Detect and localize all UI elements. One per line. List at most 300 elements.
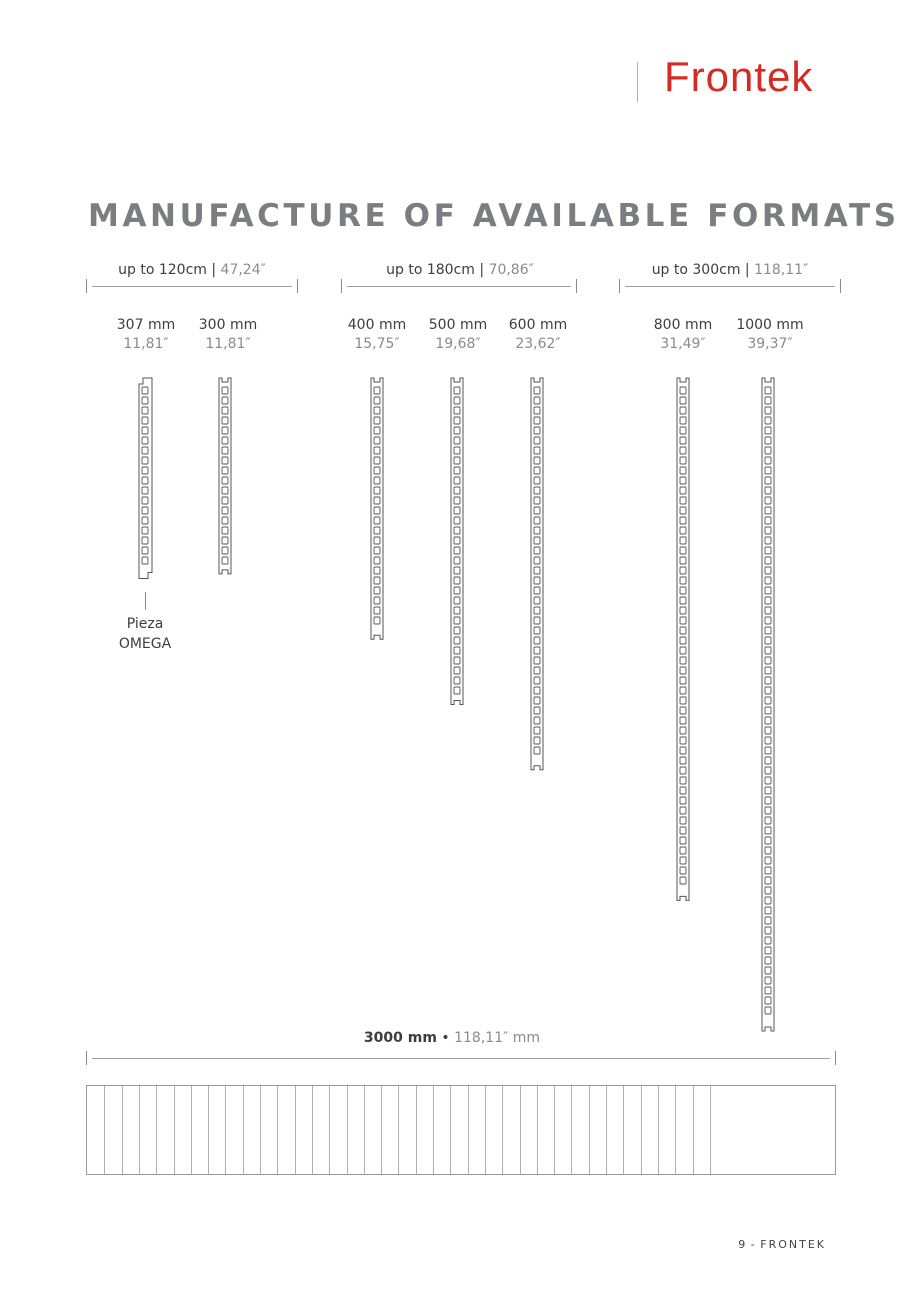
slat-slot xyxy=(765,727,771,734)
slat-slot xyxy=(765,707,771,714)
slat-slot xyxy=(374,577,380,584)
panel-slat-line xyxy=(104,1086,105,1174)
slat-slot xyxy=(765,557,771,564)
slat-slot xyxy=(534,517,540,524)
slat-slot xyxy=(765,667,771,674)
slat-slot xyxy=(680,477,686,484)
slat-slot xyxy=(534,687,540,694)
slat-slot xyxy=(680,797,686,804)
slat-slot xyxy=(680,547,686,554)
slat-slot xyxy=(765,447,771,454)
group-label-text: up to 180cm xyxy=(386,262,475,278)
slat-slot xyxy=(765,457,771,464)
slat-slot xyxy=(534,397,540,404)
slat-slot xyxy=(534,437,540,444)
slat-slot xyxy=(765,697,771,704)
slat-slot xyxy=(454,437,460,444)
slat-slot xyxy=(142,397,148,404)
slat-slot xyxy=(680,437,686,444)
slat-slot xyxy=(222,547,228,554)
panel-slat-line xyxy=(468,1086,469,1174)
panel-slat-line xyxy=(416,1086,417,1174)
total-mm: 3000 mm xyxy=(363,1030,437,1046)
slat-slot xyxy=(374,557,380,564)
slat-slot xyxy=(454,397,460,404)
format-mm: 307 mm xyxy=(116,317,176,333)
slat-slot xyxy=(222,477,228,484)
slat-slot xyxy=(765,527,771,534)
slat-slot xyxy=(222,447,228,454)
slat-profile xyxy=(677,378,689,900)
slat-slot xyxy=(534,537,540,544)
slat-slot xyxy=(534,627,540,634)
panel-slat-line xyxy=(156,1086,157,1174)
panel-slat-line xyxy=(208,1086,209,1174)
frontek-logo: Frontek xyxy=(664,53,814,100)
slat-slot xyxy=(454,507,460,514)
slat-slot xyxy=(454,567,460,574)
format-mm: 500 mm xyxy=(428,317,488,333)
slat-slot xyxy=(534,657,540,664)
slat-slot xyxy=(765,567,771,574)
slat-slot xyxy=(222,517,228,524)
logo-divider xyxy=(637,62,638,102)
slat-slot xyxy=(765,577,771,584)
slat-slot xyxy=(765,797,771,804)
slat-slot xyxy=(680,717,686,724)
total-separator: • xyxy=(436,1030,455,1046)
panel-slat-line xyxy=(225,1086,226,1174)
slat-slot xyxy=(765,687,771,694)
slat-slot xyxy=(454,657,460,664)
slat-slot xyxy=(680,847,686,854)
slat-profile xyxy=(762,378,774,1031)
page-number: 9 xyxy=(738,1238,747,1251)
slat-slot xyxy=(454,517,460,524)
slat-slot xyxy=(454,587,460,594)
slat-slot xyxy=(534,587,540,594)
panel-slat-line xyxy=(554,1086,555,1174)
panel-slat-line xyxy=(502,1086,503,1174)
slat-slot xyxy=(534,487,540,494)
panel-slat-line xyxy=(485,1086,486,1174)
slat-slot xyxy=(454,547,460,554)
slat-slot xyxy=(680,697,686,704)
slat-slot xyxy=(765,867,771,874)
slat-slot xyxy=(534,577,540,584)
slat-slot xyxy=(765,927,771,934)
panel-slat-line xyxy=(174,1086,175,1174)
slat-slot xyxy=(374,527,380,534)
slat-slot xyxy=(765,767,771,774)
slat-slot xyxy=(142,537,148,544)
slat-slot xyxy=(142,417,148,424)
format-600 xyxy=(509,316,567,354)
total-length-label xyxy=(364,1030,540,1046)
slat-slot xyxy=(142,457,148,464)
slat-slot xyxy=(680,607,686,614)
slat-slot xyxy=(534,427,540,434)
slat-slot xyxy=(765,607,771,614)
slat-slot xyxy=(765,827,771,834)
slat-slot xyxy=(374,437,380,444)
slat-slot xyxy=(765,587,771,594)
slat-slot xyxy=(765,977,771,984)
slat-slot xyxy=(454,467,460,474)
slat-profile xyxy=(531,378,543,770)
slat-slot xyxy=(765,817,771,824)
slat-slot xyxy=(454,557,460,564)
panel-slat-line xyxy=(589,1086,590,1174)
slat-slot xyxy=(534,387,540,394)
group-label-inch: 118,11″ xyxy=(754,262,809,278)
format-inch: 19,68″ xyxy=(435,336,481,352)
slat-slot xyxy=(680,857,686,864)
slat-slot xyxy=(454,617,460,624)
slat-slot xyxy=(142,557,148,564)
slat-slot xyxy=(454,647,460,654)
format-300 xyxy=(199,316,257,354)
slat-slot xyxy=(680,837,686,844)
slat-slot xyxy=(142,387,148,394)
slat-slot xyxy=(454,497,460,504)
slat-slot xyxy=(222,487,228,494)
slat-slot xyxy=(765,427,771,434)
group-label-inch: 70,86″ xyxy=(488,262,534,278)
slat-slot xyxy=(374,447,380,454)
slat-slot xyxy=(680,507,686,514)
panel-slat-line xyxy=(623,1086,624,1174)
slat-slot xyxy=(765,437,771,444)
slat-slot xyxy=(765,497,771,504)
slat-slot xyxy=(222,467,228,474)
slat-slot xyxy=(680,727,686,734)
format-inch: 39,37″ xyxy=(747,336,793,352)
slat-slot xyxy=(454,527,460,534)
panel-slat-line xyxy=(364,1086,365,1174)
slat-slot xyxy=(374,517,380,524)
panel-slat-line xyxy=(139,1086,140,1174)
slat-profile xyxy=(139,378,152,578)
slat-slot xyxy=(534,727,540,734)
slat-slot xyxy=(765,907,771,914)
slat-slot xyxy=(680,407,686,414)
panel-slat-line xyxy=(693,1086,694,1174)
slat-slot xyxy=(454,417,460,424)
slat-slot xyxy=(765,787,771,794)
slat-slot xyxy=(222,387,228,394)
slat-slot xyxy=(680,777,686,784)
page-footer xyxy=(738,1238,826,1251)
panel-slat-line xyxy=(243,1086,244,1174)
slat-slot xyxy=(680,867,686,874)
slat-slot xyxy=(765,887,771,894)
slat-slot xyxy=(454,407,460,414)
panel-elevation xyxy=(86,1085,836,1175)
format-inch: 11,81″ xyxy=(123,336,169,352)
slat-slot xyxy=(374,587,380,594)
panel-slat-line xyxy=(450,1086,451,1174)
slat-slot xyxy=(680,587,686,594)
slat-slot xyxy=(765,717,771,724)
format-inch: 31,49″ xyxy=(660,336,706,352)
slat-slot xyxy=(454,387,460,394)
slat-slot xyxy=(765,647,771,654)
slat-slot xyxy=(142,477,148,484)
slat-slot xyxy=(534,717,540,724)
panel-slat-line xyxy=(641,1086,642,1174)
total-inch: 118,11″ mm xyxy=(454,1030,541,1046)
slat-slot xyxy=(222,437,228,444)
group-bracket-180 xyxy=(341,279,577,293)
slat-slot xyxy=(765,897,771,904)
slat-slot xyxy=(374,467,380,474)
slat-slot xyxy=(765,627,771,634)
slat-slot xyxy=(680,817,686,824)
slat-slot xyxy=(765,487,771,494)
slat-slot xyxy=(454,477,460,484)
slat-slot xyxy=(534,467,540,474)
slat-slot xyxy=(454,637,460,644)
slat-slot xyxy=(765,407,771,414)
slat-slot xyxy=(765,937,771,944)
slat-slot xyxy=(534,417,540,424)
slat-slot xyxy=(534,407,540,414)
total-bracket xyxy=(86,1051,836,1065)
panel-slat-line xyxy=(658,1086,659,1174)
omega-leader-line xyxy=(145,592,146,610)
slat-slot xyxy=(680,527,686,534)
slat-slot xyxy=(765,637,771,644)
slat-slot xyxy=(534,637,540,644)
slat-slot xyxy=(765,877,771,884)
format-800 xyxy=(654,316,712,354)
slat-slot xyxy=(534,567,540,574)
slat-slot xyxy=(222,417,228,424)
slat-slot xyxy=(374,547,380,554)
slat-slot xyxy=(680,627,686,634)
slat-slot xyxy=(142,547,148,554)
format-500 xyxy=(429,316,487,354)
slat-slot xyxy=(765,657,771,664)
panel-slat-line xyxy=(381,1086,382,1174)
slat-slot xyxy=(680,517,686,524)
slat-slot xyxy=(374,607,380,614)
slat-slot xyxy=(454,427,460,434)
slat-slot xyxy=(680,557,686,564)
slat-slot xyxy=(680,457,686,464)
panel-slat-line xyxy=(260,1086,261,1174)
slat-slot xyxy=(454,487,460,494)
slat-slot xyxy=(765,617,771,624)
slat-profile xyxy=(451,378,463,705)
slat-slot xyxy=(534,507,540,514)
slat-slot xyxy=(374,417,380,424)
omega-label xyxy=(119,614,171,654)
slat-slot xyxy=(765,387,771,394)
slat-slot xyxy=(680,427,686,434)
slat-slot xyxy=(680,647,686,654)
panel-slat-line xyxy=(433,1086,434,1174)
format-mm: 300 mm xyxy=(198,317,258,333)
slat-slot xyxy=(142,507,148,514)
slat-slot xyxy=(765,837,771,844)
slat-slot xyxy=(680,657,686,664)
slat-slot xyxy=(534,497,540,504)
slat-slot xyxy=(680,617,686,624)
panel-slat-line xyxy=(122,1086,123,1174)
slat-slot xyxy=(680,537,686,544)
slat-slot xyxy=(765,397,771,404)
slat-slot xyxy=(534,617,540,624)
panel-slat-line xyxy=(191,1086,192,1174)
slat-slot xyxy=(374,457,380,464)
slat-slot xyxy=(534,677,540,684)
slat-slot xyxy=(765,517,771,524)
slat-slot xyxy=(454,627,460,634)
slat-slot xyxy=(680,387,686,394)
slat-slot xyxy=(374,397,380,404)
slat-slot xyxy=(534,557,540,564)
slat-slot xyxy=(765,747,771,754)
footer-separator: - xyxy=(746,1238,761,1251)
format-400 xyxy=(348,316,406,354)
slat-slot xyxy=(680,877,686,884)
slat-slot xyxy=(680,677,686,684)
panel-slat-line xyxy=(295,1086,296,1174)
slat-slot xyxy=(222,537,228,544)
slat-slot xyxy=(765,417,771,424)
format-1000 xyxy=(736,316,803,354)
slat-slot xyxy=(374,387,380,394)
slat-slot xyxy=(765,847,771,854)
slat-slot xyxy=(222,407,228,414)
slat-slot xyxy=(680,707,686,714)
slat-slot xyxy=(680,747,686,754)
slat-slot xyxy=(222,457,228,464)
slat-slot xyxy=(765,537,771,544)
slat-slot xyxy=(765,857,771,864)
slat-slot xyxy=(680,467,686,474)
slat-slot xyxy=(454,687,460,694)
slat-slot xyxy=(680,567,686,574)
group-bracket-120 xyxy=(86,279,298,293)
slat-slot xyxy=(680,667,686,674)
slat-slot xyxy=(534,607,540,614)
slat-slot xyxy=(765,917,771,924)
slat-slot xyxy=(534,457,540,464)
slat-slot xyxy=(374,567,380,574)
slat-slot xyxy=(534,697,540,704)
format-inch: 15,75″ xyxy=(354,336,400,352)
slat-slot xyxy=(765,987,771,994)
slat-slot xyxy=(534,477,540,484)
slat-slot xyxy=(765,777,771,784)
slat-slot xyxy=(765,467,771,474)
slat-slot xyxy=(374,407,380,414)
slat-slot xyxy=(765,957,771,964)
format-mm: 800 mm xyxy=(653,317,713,333)
footer-brand: FRONTEK xyxy=(760,1238,826,1251)
panel-slat-line xyxy=(277,1086,278,1174)
slat-slot xyxy=(534,667,540,674)
slat-slot xyxy=(680,447,686,454)
slat-slot xyxy=(680,757,686,764)
slat-slot xyxy=(534,597,540,604)
slat-slot xyxy=(374,537,380,544)
slat-slot xyxy=(534,747,540,754)
slat-slot xyxy=(765,807,771,814)
slat-slot xyxy=(534,707,540,714)
panel-slat-line xyxy=(606,1086,607,1174)
slat-slot xyxy=(454,597,460,604)
panel-slat-line xyxy=(571,1086,572,1174)
slat-slot xyxy=(374,497,380,504)
slat-slot xyxy=(534,547,540,554)
group-label-180: up to 180cm | 70,86″ xyxy=(386,262,534,278)
slat-slot xyxy=(765,477,771,484)
slat-slot xyxy=(680,497,686,504)
slat-slot xyxy=(765,997,771,1004)
slat-slot xyxy=(142,487,148,494)
slat-slot xyxy=(374,617,380,624)
panel-slat-line xyxy=(329,1086,330,1174)
slat-slot xyxy=(222,497,228,504)
slat-slot xyxy=(680,597,686,604)
slat-slot xyxy=(142,467,148,474)
slat-slot xyxy=(765,677,771,684)
slat-slot xyxy=(454,457,460,464)
slat-slot xyxy=(680,737,686,744)
panel-slat-line xyxy=(347,1086,348,1174)
slat-slot xyxy=(680,827,686,834)
slat-slot xyxy=(142,447,148,454)
group-label-120: up to 120cm | 47,24″ xyxy=(118,262,266,278)
slat-slot xyxy=(142,497,148,504)
slat-slot xyxy=(680,577,686,584)
slat-slot xyxy=(680,787,686,794)
slat-slot xyxy=(374,597,380,604)
slat-slot xyxy=(765,737,771,744)
slat-slot xyxy=(534,447,540,454)
format-inch: 23,62″ xyxy=(515,336,561,352)
slat-slot xyxy=(680,397,686,404)
slat-slot xyxy=(454,537,460,544)
panel-slat-line xyxy=(537,1086,538,1174)
slat-slot xyxy=(765,547,771,554)
panel-slat-line xyxy=(710,1086,711,1174)
slat-slot xyxy=(680,487,686,494)
slat-slot xyxy=(142,437,148,444)
slat-slot xyxy=(765,757,771,764)
slat-slot xyxy=(765,1007,771,1014)
panel-slat-line xyxy=(520,1086,521,1174)
slat-profile xyxy=(219,378,231,574)
group-label-300: up to 300cm | 118,11″ xyxy=(651,262,809,278)
slat-slot xyxy=(680,767,686,774)
omega-label-line2: OMEGA xyxy=(118,636,172,652)
slat-slot xyxy=(680,417,686,424)
slat-slot xyxy=(222,507,228,514)
slat-slot xyxy=(374,427,380,434)
slat-slot xyxy=(374,507,380,514)
group-label-text: up to 300cm xyxy=(651,262,741,278)
slat-slot xyxy=(142,427,148,434)
slat-slot xyxy=(534,737,540,744)
slat-slot xyxy=(142,517,148,524)
slat-slot xyxy=(765,597,771,604)
slat-slot xyxy=(374,477,380,484)
